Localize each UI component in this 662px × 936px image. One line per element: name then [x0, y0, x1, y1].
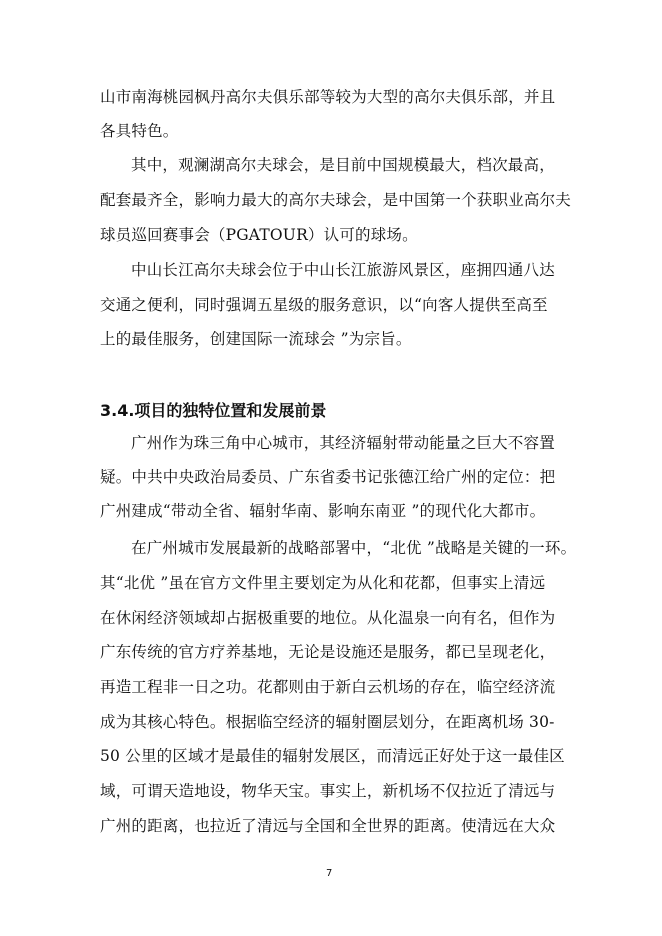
paragraph-line: 各具特色。: [100, 122, 179, 140]
paragraph-line: 广州的距离，也拉近了清远与全国和全世界的距离。使清远在大众: [100, 817, 556, 835]
paragraph-line: 50 公里的区域才是最佳的辐射发展区，而清远正好处于这一最佳区: [100, 747, 565, 765]
paragraph-line: 在广州城市发展最新的战略部署中，“北优 ”战略是关键的一环。: [131, 539, 577, 557]
paragraph-line: 其中，观澜湖高尔夫球会，是目前中国规模最大，档次最高，: [131, 156, 555, 174]
paragraph-line: 山市南海桃园枫丹高尔夫俱乐部等较为大型的高尔夫俱乐部，并且: [100, 88, 556, 106]
paragraph-line: 配套最齐全，影响力最大的高尔夫球会，是中国第一个获职业高尔夫: [100, 191, 572, 209]
paragraph-line: 上的最佳服务，创建国际一流球会 ”为宗旨。: [100, 330, 412, 348]
paragraph-line: 交通之便利，同时强调五星级的服务意识，以“向客人提供至高至: [100, 296, 548, 314]
paragraph-line: 再造工程非一日之功。花都则由于新白云机场的存在，临空经济流: [100, 678, 556, 696]
paragraph-line: 其“北优 ”虽在官方文件里主要划定为从化和花都，但事实上清远: [100, 574, 546, 592]
paragraph-line: 广州作为珠三角中心城市，其经济辐射带动能量之巨大不容置: [131, 434, 555, 452]
page-number: 7: [326, 868, 333, 879]
paragraph-line: 域，可谓天造地设，物华天宝。事实上，新机场不仅拉近了清远与: [100, 782, 556, 800]
paragraph-line: 广东传统的官方疗养基地，无论是设施还是服务，都已呈现老化，: [100, 643, 556, 661]
paragraph-line: 疑。中共中央政治局委员、广东省委书记张德江给广州的定位：把: [100, 468, 556, 486]
paragraph-line: 在休闲经济领域却占据极重要的地位。从化温泉一向有名，但作为: [100, 609, 556, 627]
section-heading: 3.4.项目的独特位置和发展前景: [100, 401, 327, 420]
paragraph-line: 成为其核心特色。根据临空经济的辐射圈层划分，在距离机场 30-: [100, 713, 555, 731]
paragraph-line: 中山长江高尔夫球会位于中山长江旅游风景区，座拥四通八达: [131, 261, 555, 279]
paragraph-line: 球员巡回赛事会（PGATOUR）认可的球场。: [100, 226, 418, 244]
paragraph-line: 广州建成“带动全省、辐射华南、影响东南亚 ”的现代化大都市。: [100, 502, 546, 520]
